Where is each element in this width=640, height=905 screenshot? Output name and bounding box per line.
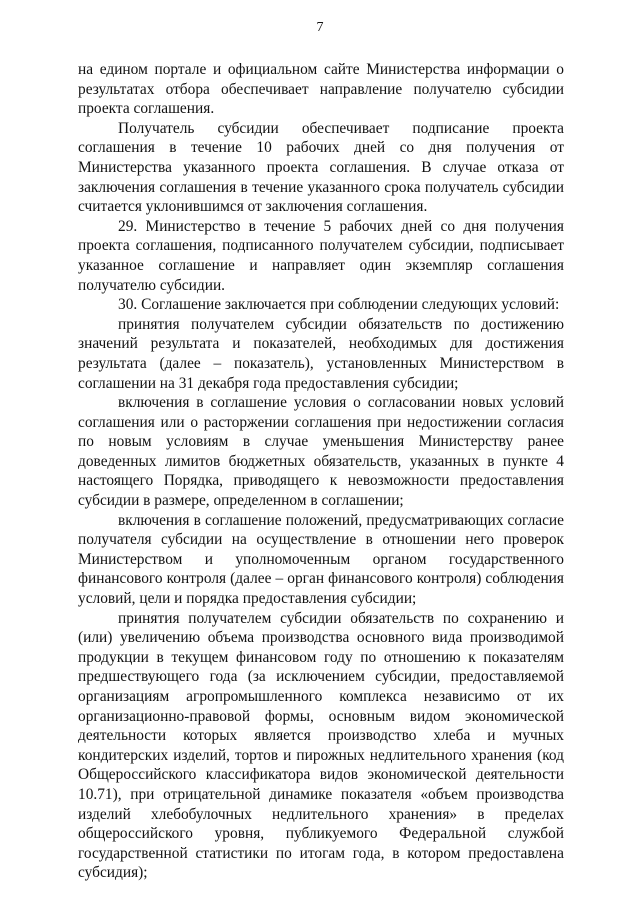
paragraph-portal-publication: на едином портале и официальном сайте Министерства информации о результатах отбора обеспечивает направление получателю субсидии проекта соглашения. (78, 61, 564, 118)
paragraph-condition-production: принятия получателем субсидии обязательств по сохранению и (или) увеличению объема производства основного вида производимой продукции в текущем финансовом году по отношению к показателям предшествующего года (за исключением субсидии, предоставляемой организациям агропромышленного комплекса независимо от их организационно-правовой формы, основным видом экономической деятельности которых является производство хлеба и мучных кондитерских изделий, тортов и пирожных недлительного хранения (код Общероссийского классификатора видов экономической деятельности 10.71), при отрицательной динамике показателя «объем производства изделий хлебобулочных недлительного хранения» в пределах общероссийского уровня, публикуемого Федеральной службой государственной статистики по итогам года, в котором предоставлена субсидия); (78, 609, 564, 882)
paragraph-item-29: 29. Министерство в течение 5 рабочих дней со дня получения проекта соглашения, подписанного получателем субсидии, подписывает указанное соглашение и направляет один экземпляр соглашения получателю субсидии. (78, 217, 564, 294)
paragraph-condition-new-terms: включения в соглашение условия о согласовании новых условий соглашения или о расторжении соглашения при недостижении согласия по новым условиям в случае уменьшения Министерству ранее доведенных лимитов бюджетных обязательств, указанных в пункте 4 настоящего Порядка, приводящего к невозможности предоставления субсидии в размере, определенном в соглашении; (78, 394, 564, 510)
paragraph-condition-inspections: включения в соглашение положений, предусматривающих согласие получателя субсидии на осуществление в отношении него проверок Министерством и уполномоченным органом государственного финансового контроля (далее – орган финансового контроля) соблюдения условий, цели и порядка предоставления субсидии; (78, 511, 564, 608)
document-body (78, 60, 564, 883)
paragraph-item-30: 30. Соглашение заключается при соблюдении следующих условий: (118, 296, 560, 314)
page-number: 7 (316, 20, 324, 35)
paragraph-recipient-signing: Получатель субсидии обеспечивает подписание проекта соглашения в течение 10 рабочих дней со дня получения от Министерства указанного проекта соглашения. В случае отказа от заключения соглашения в течение указанного срока получатель субсидии считается уклонившимся от заключения соглашения. (78, 119, 564, 216)
paragraph-condition-results: принятия получателем субсидии обязательств по достижению значений результата и показателей, необходимых для достижения результата (далее – показатель), установленных Министерством в соглашении на 31 декабря года предоставления субсидии; (78, 315, 564, 392)
